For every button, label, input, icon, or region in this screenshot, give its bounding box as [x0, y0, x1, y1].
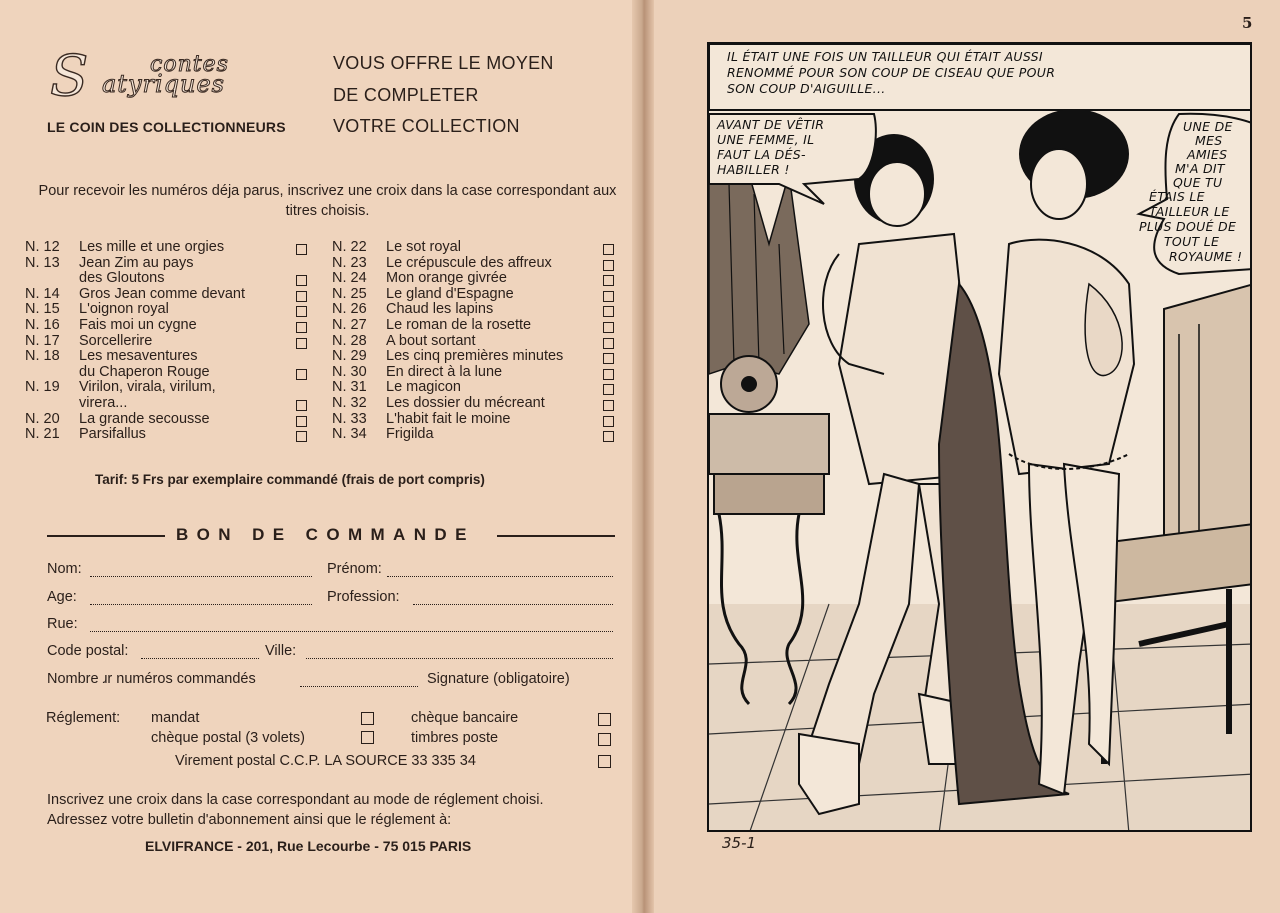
ville-label: Ville:	[265, 643, 297, 659]
checkbox[interactable]	[296, 275, 307, 286]
instructions-line-1: Inscrivez une croix dans la case correspondant au mode de réglement choisi.	[47, 792, 544, 808]
mandat-checkbox[interactable]	[361, 712, 374, 725]
list-item: N. 26 Chaud les lapins	[332, 302, 617, 318]
checkbox[interactable]	[296, 291, 307, 302]
list-item: N. 28 A bout sortant	[332, 334, 617, 350]
checkbox[interactable]	[603, 306, 614, 317]
titles-list-left	[25, 240, 310, 443]
list-item: N. 14 Gros Jean comme devant	[25, 287, 310, 303]
panel-code: 35-1	[722, 834, 757, 852]
list-item: N. 31 Le magicon	[332, 380, 617, 396]
code-postal-label: Code postal:	[47, 643, 129, 659]
list-item: N. 33 L'habit fait le moine	[332, 412, 617, 428]
list-item: N. 15 L'oignon royal	[25, 302, 310, 318]
nombre-field[interactable]	[300, 685, 418, 687]
checkbox[interactable]	[296, 306, 307, 317]
virement-label: Virement postal C.C.P. LA SOURCE 33 335 34	[175, 753, 476, 769]
checkbox[interactable]	[603, 369, 614, 380]
timbres-checkbox[interactable]	[598, 733, 611, 746]
checkbox[interactable]	[603, 431, 614, 442]
divider-right	[497, 535, 615, 537]
age-label: Age:	[47, 589, 77, 605]
list-item: N. 24 Mon orange givrée	[332, 271, 617, 287]
instructions-line-2: Adressez votre bulletin d'abonnement ainsi que le réglement à:	[47, 812, 452, 828]
cheque-bancaire-checkbox[interactable]	[598, 713, 611, 726]
cheque-postal-label: chèque postal (3 volets)	[151, 730, 305, 746]
virement-checkbox[interactable]	[598, 755, 611, 768]
profession-field[interactable]	[413, 603, 613, 605]
list-item: N. 25 Le gland d'Espagne	[332, 287, 617, 303]
list-item: N. 16 Fais moi un cygne	[25, 318, 310, 334]
checkbox[interactable]	[603, 244, 614, 255]
checkbox[interactable]	[296, 244, 307, 255]
offer-line-3: VOTRE COLLECTION	[333, 116, 520, 136]
checkbox[interactable]	[603, 291, 614, 302]
prenom-label: Prénom:	[327, 561, 382, 577]
mandat-label: mandat	[151, 710, 200, 726]
list-item: N. 32 Les dossier du mécreant	[332, 396, 617, 412]
contes-satyriques-logo: S contes atyriques	[50, 44, 229, 109]
order-form-title: BON DE COMMANDE	[176, 525, 475, 544]
checkbox[interactable]	[296, 338, 307, 349]
list-item: N. 30 En direct à la lune	[332, 365, 617, 381]
checkbox[interactable]	[603, 353, 614, 364]
checkbox[interactable]	[603, 338, 614, 349]
nombre-label: Nombre ɹr numéros commandés	[47, 671, 256, 687]
nom-label: Nom:	[47, 561, 82, 577]
publisher-address: ELVIFRANCE - 201, Rue Lecourbe - 75 015 PARIS	[145, 838, 472, 854]
checkbox[interactable]	[296, 416, 307, 427]
list-item: N. 27 Le roman de la rosette	[332, 318, 617, 334]
checkbox[interactable]	[603, 416, 614, 427]
code-postal-field[interactable]	[141, 657, 259, 659]
timbres-label: timbres poste	[411, 730, 499, 746]
checkbox[interactable]	[603, 322, 614, 333]
prenom-field[interactable]	[387, 575, 613, 577]
list-item-cont: du Chaperon Rouge	[25, 365, 310, 381]
checkbox[interactable]	[296, 369, 307, 380]
caption-line-3: SON COUP D'AIGUILLE...	[727, 81, 886, 96]
intro-text: Pour recevoir les numéros déja parus, inscrivez une croix dans la case correspondant aux titres choisis.	[38, 183, 617, 219]
page-number: 5	[1242, 14, 1253, 32]
titles-list-right	[332, 240, 617, 443]
signature-label: Signature (obligatoire)	[427, 671, 570, 687]
list-item: N. 20 La grande secousse	[25, 412, 310, 428]
list-item: N. 17 Sorcellerire	[25, 334, 310, 350]
profession-label: Profession:	[327, 589, 400, 605]
list-item: N. 21 Parsifallus	[25, 427, 310, 443]
checkbox[interactable]	[603, 260, 614, 271]
cheque-bancaire-label: chèque bancaire	[411, 710, 519, 726]
list-item: N. 29 Les cinq premières minutes	[332, 349, 617, 365]
book-gutter	[632, 0, 654, 913]
list-item-cont: des Gloutons	[25, 271, 310, 287]
list-item: N. 34 Frigilda	[332, 427, 617, 443]
list-item: N. 12 Les mille et une orgies	[25, 240, 310, 256]
reglement-label: Réglement:	[46, 710, 121, 726]
offer-line-1: VOUS OFFRE LE MOYEN	[333, 53, 554, 73]
list-item-cont: virera...	[25, 396, 310, 412]
rue-label: Rue:	[47, 616, 78, 632]
checkbox[interactable]	[603, 400, 614, 411]
comic-panel: IL ÉTAIT UNE FOIS UN TAILLEUR QUI ÉTAIT AUSSI RENOMMÉ POUR SON COUP DE CISEAU QUE POUR SON COUP D'AIGUILLE... AVANT DE VÊTIR UNE FEMME, IL FAUT LA DÉS- HABILLER ! UNE DE MES AMIES M'A DIT QUE TU ÉTAIS LE TAILLEUR LE PLUS DOUÉ DE TOUT LE ROYAUME !	[707, 42, 1252, 832]
list-item: N. 19 Virilon, virala, virilum,	[25, 379, 216, 396]
checkbox[interactable]	[603, 384, 614, 395]
checkbox[interactable]	[296, 431, 307, 442]
checkbox[interactable]	[603, 275, 614, 286]
age-field[interactable]	[90, 603, 312, 605]
list-item: N. 13 Jean Zim au pays	[25, 254, 194, 271]
section-heading: LE COIN DES COLLECTIONNEURS	[47, 119, 286, 135]
tarif-text: Tarif: 5 Frs par exemplaire commandé (frais de port compris)	[95, 472, 485, 487]
nom-field[interactable]	[90, 575, 312, 577]
list-item: N. 22 Le sot royal	[332, 240, 617, 256]
caption-line-1: IL ÉTAIT UNE FOIS UN TAILLEUR QUI ÉTAIT AUSSI	[727, 49, 1043, 64]
checkbox[interactable]	[296, 400, 307, 411]
rue-field[interactable]	[90, 630, 613, 632]
list-item: N. 23 Le crépuscule des affreux	[332, 256, 617, 272]
offer-line-2: DE COMPLETER	[333, 85, 479, 105]
divider-left	[47, 535, 165, 537]
checkbox[interactable]	[296, 322, 307, 333]
ville-field[interactable]	[306, 657, 613, 659]
cheque-postal-checkbox[interactable]	[361, 731, 374, 744]
caption-line-2: RENOMMÉ POUR SON COUP DE CISEAU QUE POUR	[727, 65, 1056, 80]
list-item: N. 18 Les mesaventures	[25, 348, 198, 365]
